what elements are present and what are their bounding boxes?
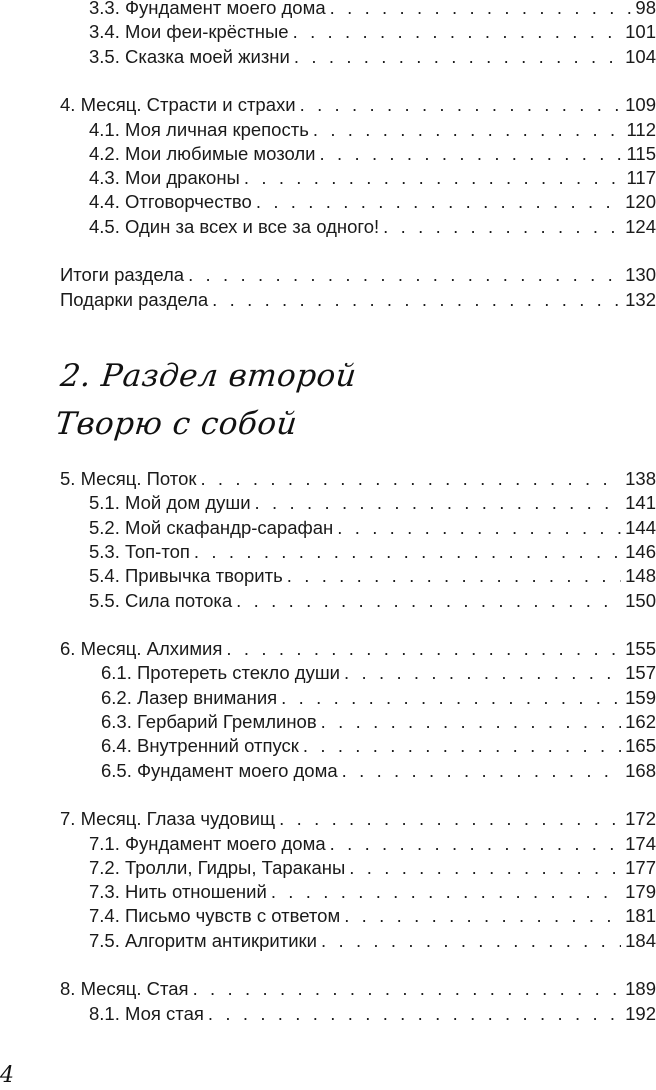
toc-entry	[0, 215, 656, 239]
toc-dot-leader	[319, 929, 621, 953]
toc-entry-title: 5.2. Мой скафандр-сарафан	[89, 516, 334, 538]
toc-entry-title: Итоги раздела	[60, 264, 185, 286]
toc-dot-leader	[279, 686, 621, 710]
toc-entry-page: 141	[625, 492, 656, 514]
toc-entry-title: 7.3. Нить отношений	[89, 881, 267, 903]
toc-entry	[0, 564, 656, 588]
toc-entry-page: 120	[625, 191, 656, 213]
toc-entry-title: 6.4. Внутренний отпуск	[101, 735, 299, 757]
toc-entry	[0, 904, 656, 928]
toc-entry-page: 130	[625, 264, 656, 286]
toc-dot-leader	[192, 540, 621, 564]
toc-dot-leader	[340, 759, 622, 783]
toc-entry-title: 4.3. Мои драконы	[89, 167, 240, 189]
toc-entry-page: 115	[626, 142, 656, 164]
toc-dot-leader	[311, 118, 623, 142]
toc-entry-page: 112	[626, 118, 656, 140]
toc-entry-title: 6.2. Лазер внимания	[101, 686, 278, 708]
toc-entry	[0, 45, 656, 69]
toc-entry-page: 174	[625, 832, 656, 854]
toc-entry-page: 98	[635, 0, 656, 18]
toc-entry-page: 192	[625, 1002, 656, 1024]
toc-entry-title: 6. Месяц. Алхимия	[60, 638, 223, 660]
toc-entry	[0, 540, 656, 564]
toc-entry	[0, 516, 656, 540]
toc-entry-title: 7.5. Алгоритм антикритики	[89, 929, 317, 951]
toc-entry-page: 155	[625, 638, 656, 660]
toc-entry-page: 101	[625, 21, 656, 43]
toc-entry-page: 177	[625, 856, 656, 878]
toc-entry-title: 8. Месяц. Стая	[60, 978, 189, 1000]
toc-entry	[0, 288, 656, 312]
toc-dot-leader	[328, 832, 622, 856]
toc-entry	[0, 710, 656, 734]
toc-entry-title: 5.4. Привычка творить	[89, 565, 283, 587]
toc-entry	[0, 1002, 656, 1026]
toc-entry	[0, 807, 656, 831]
toc-dot-leader	[301, 734, 621, 758]
toc-entry	[0, 977, 656, 1001]
toc-dot-leader	[253, 491, 622, 515]
toc-entry-title: 3.5. Сказка моей жизни	[89, 45, 290, 67]
toc-entry-page: 179	[625, 881, 656, 903]
toc-entry	[0, 263, 656, 287]
toc-entry-page: 104	[625, 45, 656, 67]
toc-dot-leader	[291, 20, 622, 44]
toc-entry-page: 157	[625, 662, 656, 684]
toc-dot-leader	[186, 263, 621, 287]
toc-entry	[0, 880, 656, 904]
toc-entry-page: 117	[626, 167, 656, 189]
section-heading-line1: 2. Раздел второй	[58, 358, 359, 394]
toc-entry-page: 189	[625, 978, 656, 1000]
toc-dot-leader	[224, 637, 621, 661]
toc-dot-leader	[254, 190, 621, 214]
toc-entry-title: 4.2. Мои любимые мозоли	[89, 142, 316, 164]
page-number: 4	[0, 1063, 14, 1088]
toc-dot-leader	[328, 0, 632, 20]
toc-entry	[0, 467, 656, 491]
toc-entry	[0, 589, 656, 613]
toc-entry-title: 8.1. Моя стая	[89, 1002, 204, 1024]
toc-entry-title: 5.1. Мой дом души	[89, 492, 251, 514]
toc-entry-title: 5.3. Топ-топ	[89, 540, 190, 562]
toc-dot-leader	[319, 710, 621, 734]
toc-entry	[0, 93, 656, 117]
toc-entry	[0, 0, 656, 20]
toc-entry-title: 6.1. Протереть стекло души	[101, 662, 340, 684]
toc-entry-page: 172	[625, 808, 656, 830]
toc-dot-leader	[381, 215, 621, 239]
toc-dot-leader	[206, 1002, 621, 1026]
toc-entry-page: 165	[625, 735, 656, 757]
toc-entry-title: 7.1. Фундамент моего дома	[89, 832, 326, 854]
toc-entry-page: 148	[625, 565, 656, 587]
toc-entry-page: 146	[625, 540, 656, 562]
toc-entry-title: 4.5. Один за всех и все за одного!	[89, 215, 380, 237]
toc-entry-title: 4.1. Моя личная крепость	[89, 118, 309, 140]
toc-dot-leader	[342, 904, 621, 928]
toc-entry	[0, 661, 656, 685]
toc-entry-page: 159	[625, 686, 656, 708]
toc-dot-leader	[198, 467, 621, 491]
toc-entry-title: 7. Месяц. Глаза чудовищ	[60, 808, 276, 830]
toc-dot-leader	[191, 977, 622, 1001]
toc-entry-title: Подарки раздела	[60, 288, 209, 310]
section-heading-line2: Творю с собой	[53, 406, 300, 442]
toc-entry-title: 3.3. Фундамент моего дома	[89, 0, 326, 18]
toc-entry-page: 124	[625, 215, 656, 237]
toc-dot-leader	[342, 661, 621, 685]
toc-dot-leader	[318, 142, 623, 166]
toc-entry-page: 132	[625, 288, 656, 310]
toc-entry	[0, 929, 656, 953]
toc-entry	[0, 637, 656, 661]
toc-dot-leader	[292, 45, 621, 69]
toc-dot-leader	[347, 856, 621, 880]
toc-entry	[0, 832, 656, 856]
toc-entry-title: 5. Месяц. Поток	[60, 468, 197, 489]
toc-entry-title: 7.4. Письмо чувств с ответом	[89, 905, 341, 927]
toc-dot-leader	[269, 880, 621, 904]
toc-dot-leader	[234, 589, 621, 613]
toc-entry-page: 144	[625, 516, 656, 538]
toc-entry	[0, 118, 656, 142]
toc-dot-leader	[242, 166, 623, 190]
toc-entry	[0, 856, 656, 880]
toc-entry-page: 162	[625, 711, 656, 732]
toc-entry-title: 3.4. Мои феи-крёстные	[89, 21, 289, 43]
toc-entry-title: 6.3. Гербарий Гремлинов	[101, 711, 317, 732]
toc-entry-title: 4. Месяц. Страсти и страхи	[60, 94, 296, 116]
toc-entry-page: 138	[625, 468, 656, 489]
toc-entry-page: 150	[625, 589, 656, 611]
toc-entry	[0, 686, 656, 710]
toc-entry-title: 4.4. Отговорчество	[89, 191, 252, 213]
toc-entry	[0, 166, 656, 190]
toc-dot-leader	[210, 288, 621, 312]
toc-dot-leader	[277, 807, 621, 831]
toc-entry-title: 6.5. Фундамент моего дома	[101, 759, 338, 781]
toc-entry	[0, 759, 656, 783]
toc-entry-page: 181	[625, 905, 656, 927]
toc-entry-page: 184	[625, 929, 656, 951]
toc-entry	[0, 734, 656, 758]
toc-dot-leader	[298, 93, 622, 117]
section-heading	[53, 352, 623, 448]
toc-entry	[0, 190, 656, 214]
toc-entry-page: 168	[625, 759, 656, 781]
toc-entry	[0, 142, 656, 166]
toc-dot-leader	[335, 516, 621, 540]
toc-entry	[0, 491, 656, 515]
toc-entry-title: 7.2. Тролли, Гидры, Тараканы	[89, 856, 346, 878]
toc-entry	[0, 20, 656, 44]
toc-dot-leader	[285, 564, 621, 588]
toc-entry-page: 109	[625, 94, 656, 116]
toc-entry-title: 5.5. Сила потока	[89, 589, 233, 611]
